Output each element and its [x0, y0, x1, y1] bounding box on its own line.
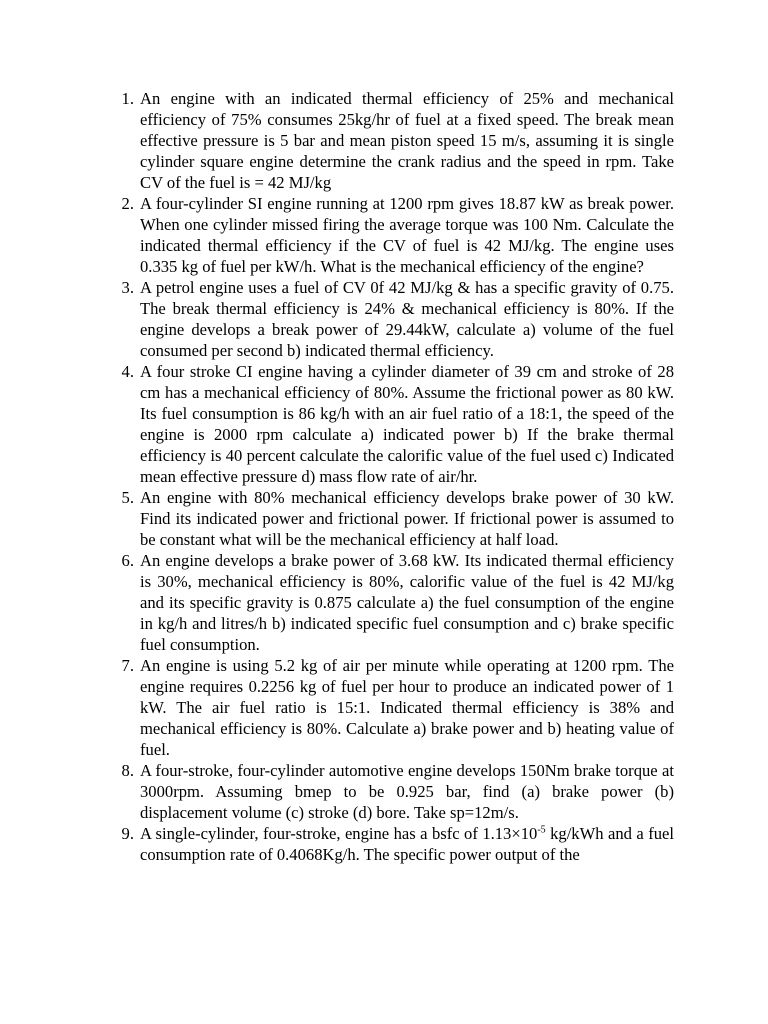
problem-number: 4. [121, 362, 134, 381]
problem-number: 8. [121, 761, 134, 780]
problem-item [112, 550, 674, 655]
problem-text: An engine develops a brake power of 3.68 kW. Its indicated thermal efficiency is 30%, mechanical efficiency is 80%, calorific value of the fuel is 42 MJ/kg and its specific gravity is 0.875 calculate a) the fuel consumption of the engine in kg/h and litres/h b) indicated specific fuel consumption and c) brake specific fuel consumption. [140, 551, 674, 654]
problem-number: 5. [121, 488, 134, 507]
problem-item [112, 823, 674, 865]
problem-number: 2. [121, 194, 134, 213]
problem-item [112, 88, 674, 193]
problem-text: A four-stroke, four-cylinder automotive engine develops 150Nm brake torque at 3000rpm. Assuming bmep to be 0.925 bar, find (a) brake power (b) displacement volume (c) stroke (d) bore. Take sp=12m/s. [140, 761, 674, 822]
problem-item [112, 655, 674, 760]
problem-item [112, 277, 674, 361]
problem-text: A four-cylinder SI engine running at 1200 rpm gives 18.87 kW as break power. When one cylinder missed firing the average torque was 100 Nm. Calculate the indicated thermal efficiency if the CV of fuel is 42 MJ/kg. The engine uses 0.335 kg of fuel per kW/h. What is the mechanical efficiency of the engine? [140, 194, 674, 276]
problem-number: 9. [121, 824, 134, 843]
problem-text: A petrol engine uses a fuel of CV 0f 42 MJ/kg & has a specific gravity of 0.75. The break thermal efficiency is 24% & mechanical efficiency is 80%. If the engine develops a break power of 29.44kW, calculate a) volume of the fuel consumed per second b) indicated thermal efficiency. [140, 278, 674, 360]
problem-item [112, 487, 674, 550]
problem-number: 3. [121, 278, 134, 297]
problem-number: 6. [121, 551, 134, 570]
problem-text [140, 823, 674, 865]
problem-text: An engine with 80% mechanical efficiency develops brake power of 30 kW. Find its indicated power and frictional power. If frictional power is assumed to be constant what will be the mechanical efficiency at half load. [140, 488, 674, 549]
problem-number: 1. [121, 89, 134, 108]
problem-item [112, 361, 674, 487]
problem-text-part: kg/kWh and a fuel consumption rate of 0.4068Kg/h. The specific power output of the [140, 824, 674, 864]
problem-text-part: A single-cylinder, four-stroke, engine has a bsfc of 1.13×10 [140, 824, 538, 843]
exponent-superscript: -5 [537, 824, 546, 836]
problem-item [112, 193, 674, 277]
problem-number: 7. [121, 656, 134, 675]
problem-list [112, 88, 674, 865]
problem-item [112, 760, 674, 823]
problem-text: A four stroke CI engine having a cylinder diameter of 39 cm and stroke of 28 cm has a mechanical efficiency of 80%. Assume the frictional power as 80 kW. Its fuel consumption is 86 kg/h with an air fuel ratio of a 18:1, the speed of the engine is 2000 rpm calculate a) indicated power b) If the brake thermal efficiency is 40 percent calculate the calorific value of the fuel used c) Indicated mean effective pressure d) mass flow rate of air/hr. [140, 362, 674, 486]
problem-text: An engine is using 5.2 kg of air per minute while operating at 1200 rpm. The engine requires 0.2256 kg of fuel per hour to produce an indicated power of 1 kW. The air fuel ratio is 15:1. Indicated thermal efficiency is 38% and mechanical efficiency is 80%. Calculate a) brake power and b) heating value of fuel. [140, 656, 674, 759]
problem-text: An engine with an indicated thermal efficiency of 25% and mechanical efficiency of 75% consumes 25kg/hr of fuel at a fixed speed. The break mean effective pressure is 5 bar and mean piston speed 15 m/s, assuming it is single cylinder square engine determine the crank radius and the speed in rpm. Take CV of the fuel is = 42 MJ/kg [140, 89, 674, 192]
